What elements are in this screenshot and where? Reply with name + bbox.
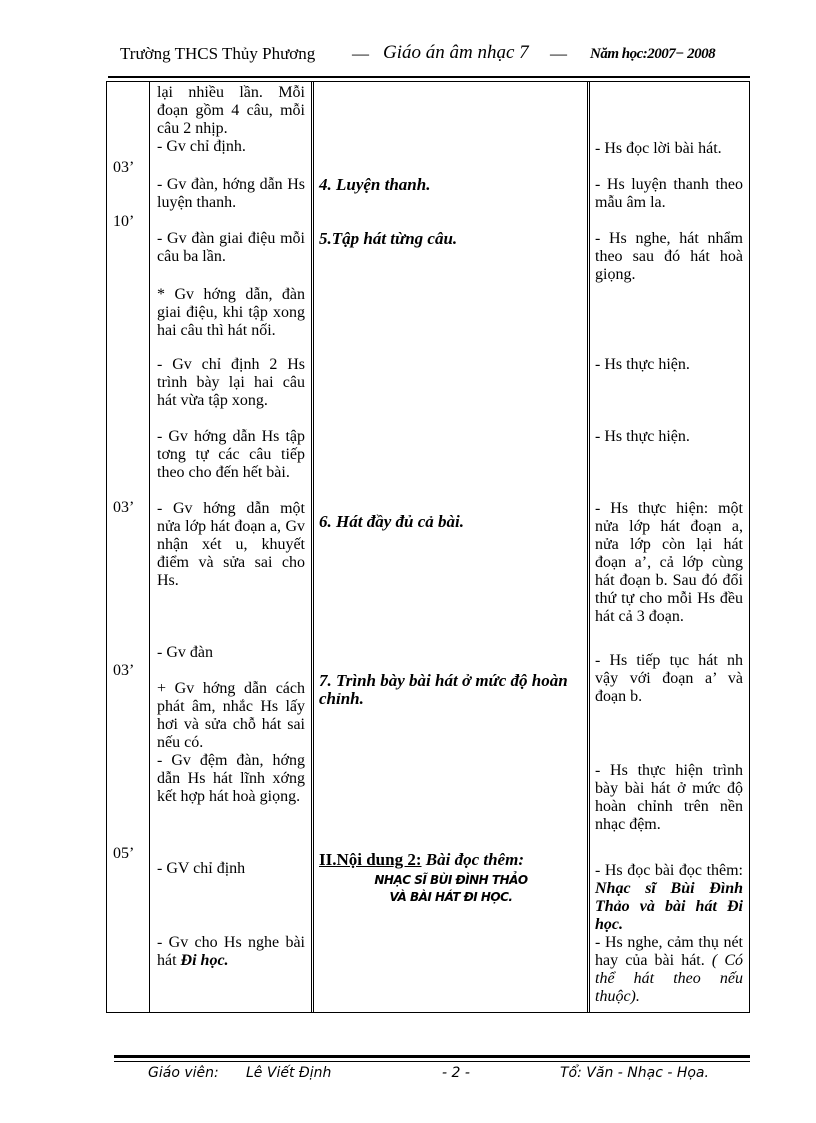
student-activity: - Hs tiếp tục hát nh vậy với đoạn a’ và đoạn b. <box>595 652 743 705</box>
time-cell: 03’ <box>113 662 135 679</box>
page-header <box>0 44 816 74</box>
time-cell: 05’ <box>113 845 135 862</box>
student-activity-text: - Hs nghe, cảm thụ nét hay của bài hát. <box>595 934 743 969</box>
student-activity <box>595 934 743 1006</box>
student-activity-text: - Hs đọc bài đọc thêm: <box>595 862 743 879</box>
song-name: Đi học. <box>180 952 229 969</box>
step-heading: 4. Luyện thanh. <box>319 175 431 194</box>
teacher-activity: - Gv hớng dẫn một nửa lớp hát đoạn a, Gv nhận xét u, khuyết điểm và sửa sai cho Hs. <box>157 500 305 589</box>
header-dash: — <box>550 44 567 63</box>
step-heading: 7. Trình bày bài hát ở mức độ hoàn chỉnh. <box>319 671 568 708</box>
column-divider <box>149 82 150 1012</box>
footer-rule <box>114 1061 750 1062</box>
school-name: Trường THCS Thủy Phương <box>120 44 316 63</box>
teacher-activity: - Gv chỉ định. <box>157 138 246 155</box>
student-activity: - Hs đọc lời bài hát. <box>595 140 722 157</box>
teacher-activity: - Gv đàn <box>157 644 213 661</box>
teacher-activity: lại nhiều lần. Mỗi đoạn gồm 4 câu, mỗi câu 2 nhịp. <box>157 84 305 137</box>
reading-title: Nhạc sĩ Bùi Đình Thảo và bài hát Đi học. <box>595 880 743 933</box>
teacher-activity-text: - Gv cho Hs nghe bài hát <box>157 934 305 969</box>
teacher-activity: - Gv đàn giai điệu mỗi câu ba lần. <box>157 230 305 265</box>
student-activity: - Hs thực hiện. <box>595 428 690 445</box>
teacher-name: Lê Viết Định <box>246 1065 332 1081</box>
teacher-activity: - Gv đàn, hớng dẫn Hs luyện thanh. <box>157 176 305 211</box>
header-rule <box>108 76 750 78</box>
student-activity: - Hs thực hiện. <box>595 356 690 373</box>
lesson-plan-title: Giáo án âm nhạc 7 <box>383 42 529 63</box>
lesson-table <box>106 81 750 1013</box>
teacher-activity: - Gv hớng dẫn Hs tập tơng tự các câu tiếp theo cho đến hết bài. <box>157 428 305 481</box>
teacher-activity <box>157 934 305 970</box>
teacher-activity: - Gv chỉ định 2 Hs trình bày lại hai câu hát vừa tập xong. <box>157 356 305 409</box>
teacher-activity: - GV chỉ định <box>157 860 246 877</box>
department-name: Tổ: Văn - Nhạc - Họa. <box>560 1065 709 1081</box>
column-divider <box>311 82 314 1012</box>
optional-note: ( Có thể hát theo nếu thuộc). <box>595 952 744 1005</box>
student-activity: - Hs thực hiện trình bày bài hát ở mức độ hoàn chỉnh trên nền nhạc đệm. <box>595 762 743 833</box>
handwritten-title <box>319 872 583 906</box>
header-dash: — <box>352 44 369 63</box>
page-footer <box>0 1065 816 1087</box>
time-cell: 03’ <box>113 159 135 176</box>
time-cell: 03’ <box>113 499 135 516</box>
handwritten-line: VÀ BÀI HÁT ĐI HỌC. <box>389 890 513 904</box>
handwritten-line: NHẠC SĨ BÙI ĐÌNH THẢO <box>374 873 528 887</box>
student-activity: - Hs luyện thanh theo mẫu âm la. <box>595 176 743 211</box>
student-activity: - Hs thực hiện: một nửa lớp hát đoạn a, nửa lớp còn lại hát đoạn a’, cả lớp cùng hát đoạn b. Sau đó đổi thứ tự cho mỗi Hs đều hát cả 3 đoạn. <box>595 500 743 625</box>
column-divider <box>587 82 590 1012</box>
teacher-activity: + Gv hớng dẫn cách phát âm, nhắc Hs lấy hơi và sửa chỗ hát sai nếu có. <box>157 680 305 751</box>
teacher-activity: * Gv hớng dẫn, đàn giai điệu, khi tập xong hai câu thì hát nối. <box>157 286 305 339</box>
section-title: Bài đọc thêm: <box>425 850 524 869</box>
school-year: Năm học:2007− 2008 <box>590 46 716 62</box>
section-label: II.Nội dung 2: <box>319 850 422 869</box>
teacher-activity: - Gv đệm đàn, hớng dẫn Hs hát lĩnh xớng kết hợp hát hoà giọng. <box>157 752 305 805</box>
student-activity: - Hs nghe, hát nhẩm theo sau đó hát hoà giọng. <box>595 230 743 283</box>
teacher-label: Giáo viên: <box>148 1065 219 1081</box>
time-cell: 10’ <box>113 213 135 230</box>
student-activity <box>595 862 743 934</box>
page-number: - 2 - <box>442 1065 470 1081</box>
footer-rule <box>114 1055 750 1058</box>
section-heading <box>319 851 583 869</box>
step-heading: 5.Tập hát từng câu. <box>319 229 458 248</box>
step-heading: 6. Hát đầy đủ cả bài. <box>319 512 464 531</box>
